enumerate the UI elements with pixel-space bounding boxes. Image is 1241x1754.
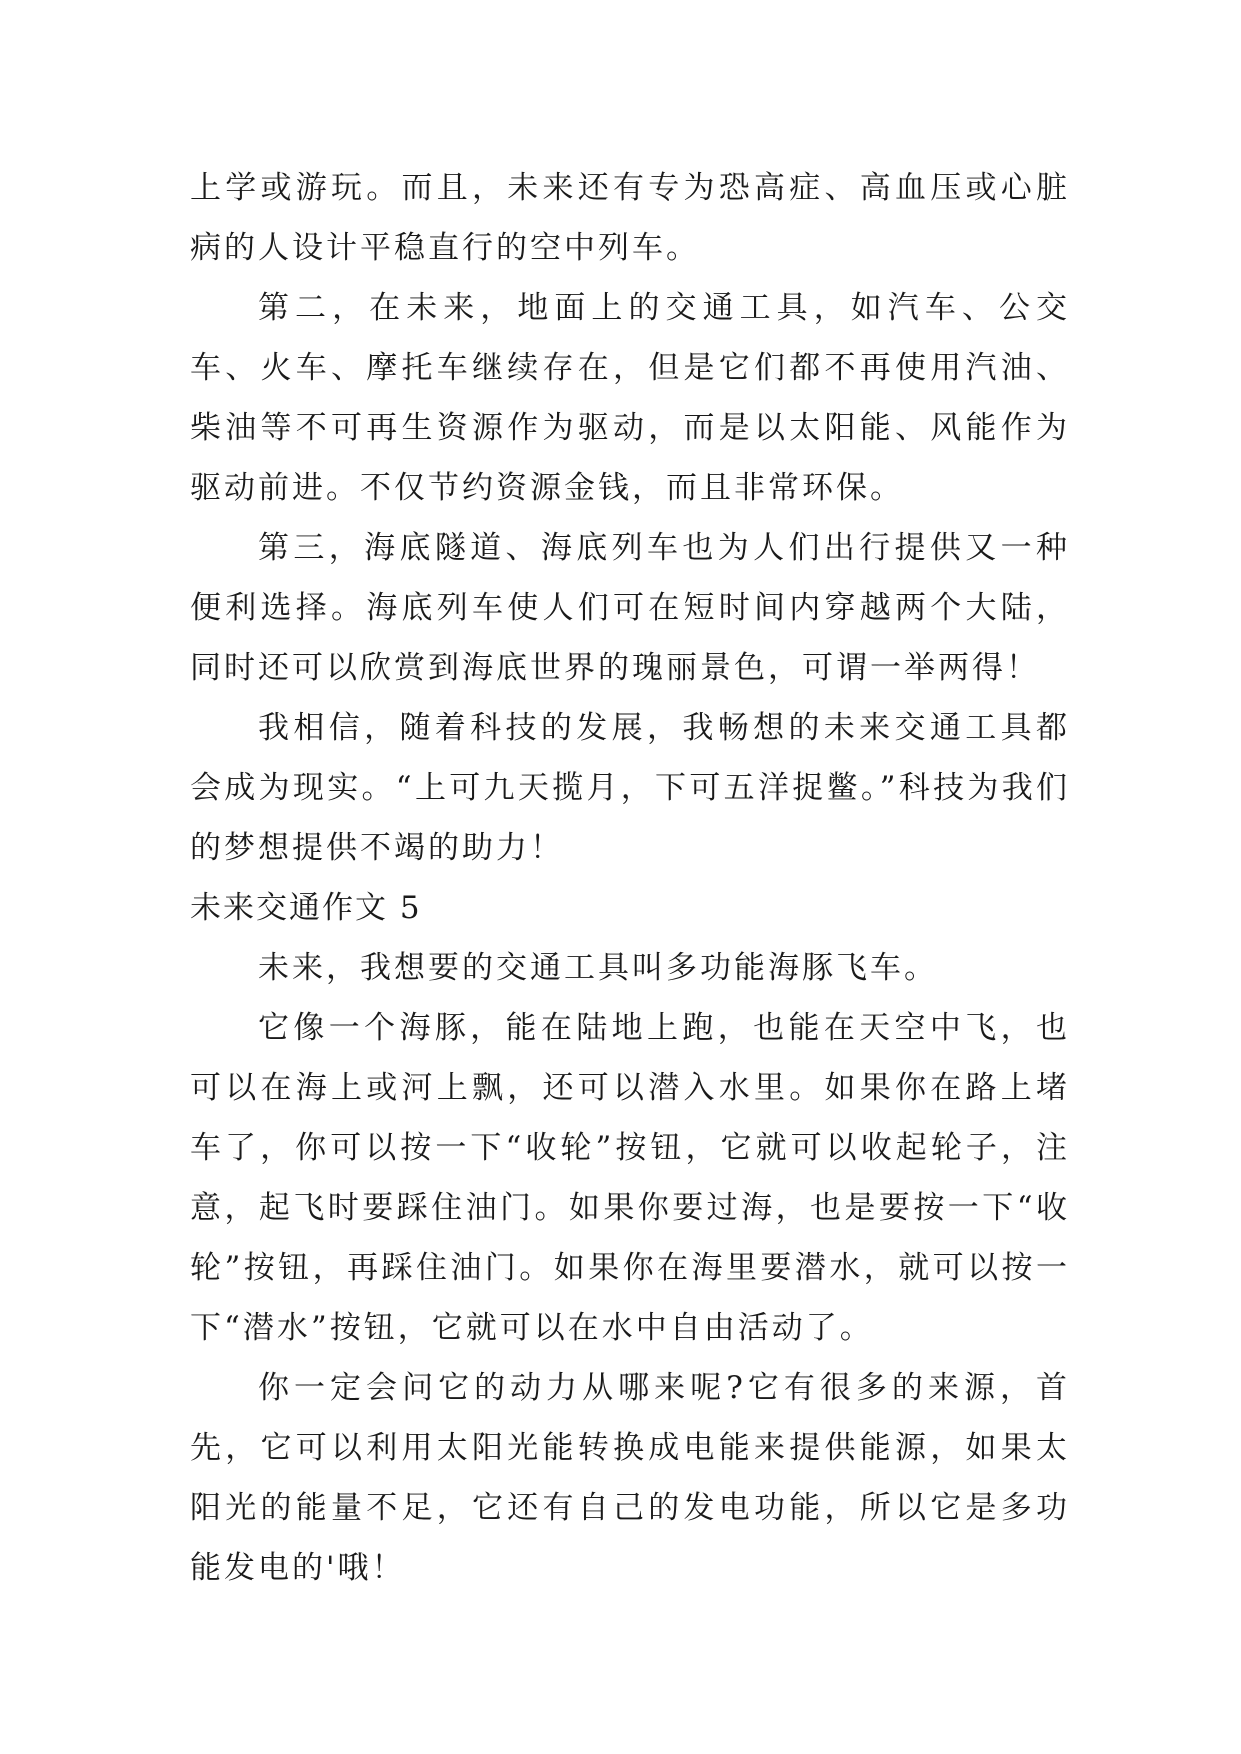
document-body bbox=[190, 158, 1070, 1598]
paragraph-intro: 未来，我想要的交通工具叫多功能海豚飞车。 bbox=[258, 950, 938, 986]
paragraph-second-point: 第二，在未来，地面上的交通工具，如汽车、公交车、火车、摩托车继续存在，但是它们都不再使用汽油、柴油等不可再生资源作为驱动，而是以太阳能、风能作为驱动前进。不仅节约资源金钱，而且非常环保。 bbox=[190, 290, 1070, 506]
paragraph-conclusion: 我相信，随着科技的发展，我畅想的未来交通工具都会成为现实。“上可九天揽月，下可五洋捉鳖。”科技为我们的梦想提供不竭的助力！ bbox=[190, 710, 1070, 866]
paragraph-power-source: 你一定会问它的动力从哪来呢?它有很多的来源，首先，它可以利用太阳光能转换成电能来提供能源，如果太阳光的能量不足，它还有自己的发电功能，所以它是多功能发电的'哦！ bbox=[190, 1370, 1070, 1586]
essay-heading: 未来交通作文 5 bbox=[190, 890, 422, 926]
paragraph-third-point: 第三，海底隧道、海底列车也为人们出行提供又一种便利选择。海底列车使人们可在短时间内穿越两个大陆，同时还可以欣赏到海底世界的瑰丽景色，可谓一举两得！ bbox=[190, 530, 1070, 686]
paragraph-continuation: 上学或游玩。而且，未来还有专为恐高症、高血压或心脏病的人设计平稳直行的空中列车。 bbox=[190, 170, 1070, 266]
paragraph-description: 它像一个海豚，能在陆地上跑，也能在天空中飞，也可以在海上或河上飘，还可以潜入水里。如果你在路上堵车了，你可以按一下“收轮”按钮，它就可以收起轮子，注意，起飞时要踩住油门。如果你要过海，也是要按一下“收轮”按钮，再踩住油门。如果你在海里要潜水，就可以按一下“潜水”按钮，它就可以在水中自由活动了。 bbox=[190, 1010, 1070, 1346]
